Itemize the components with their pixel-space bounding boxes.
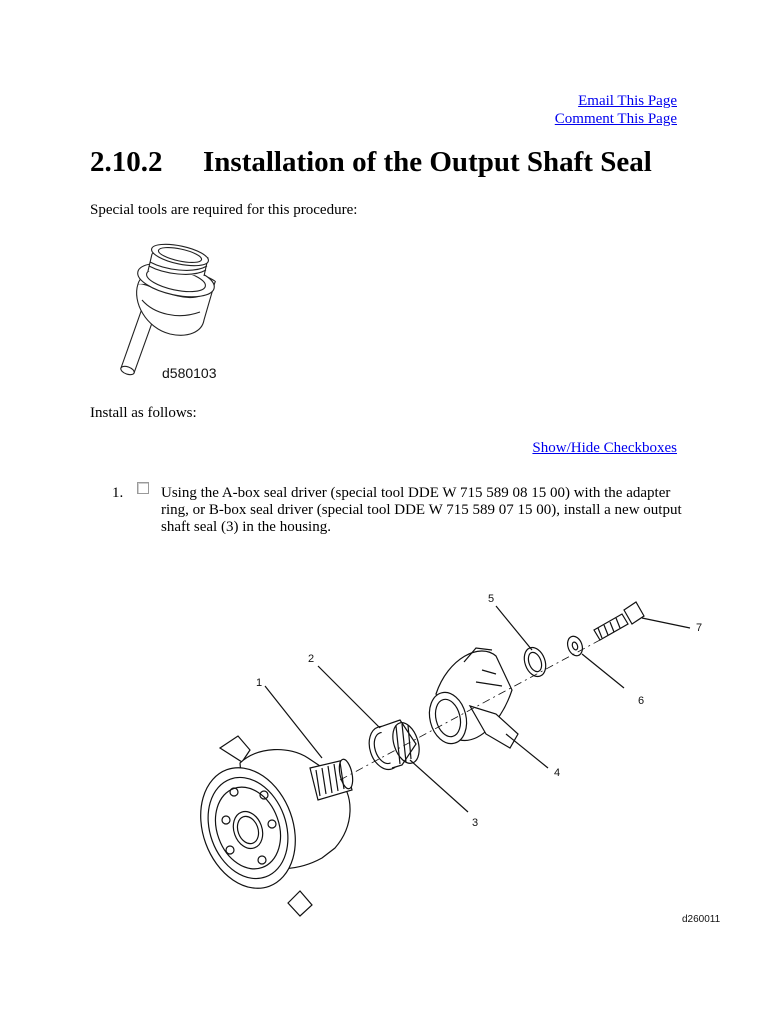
install-text: Install as follows: bbox=[90, 405, 197, 421]
step-text-line-3: shaft seal (3) in the housing. bbox=[161, 519, 331, 535]
output-shaft-assembly-figure bbox=[130, 558, 730, 938]
seal-driver-tool-figure bbox=[108, 240, 238, 385]
intro-text: Special tools are required for this procedure: bbox=[90, 202, 358, 218]
section-title: Installation of the Output Shaft Seal bbox=[203, 146, 652, 178]
tool-figure-label: d580103 bbox=[162, 365, 217, 381]
callout-1: 1 bbox=[256, 677, 263, 689]
callout-3: 3 bbox=[472, 817, 479, 829]
email-page-link[interactable]: Email This Page bbox=[578, 93, 677, 109]
callout-6: 6 bbox=[638, 695, 645, 707]
assembly-figure-label: d260011 bbox=[682, 914, 721, 925]
section-number: 2.10.2 bbox=[90, 146, 163, 178]
page-actions bbox=[555, 92, 677, 128]
step-text-line-1: Using the A-box seal driver (special tool DDE W 715 589 08 15 00) with the adapter bbox=[161, 485, 671, 501]
callout-4: 4 bbox=[554, 767, 561, 779]
step-checkbox[interactable] bbox=[137, 482, 149, 494]
step-number: 1. bbox=[112, 485, 124, 501]
step-text bbox=[161, 485, 692, 536]
checkbox-toggle bbox=[532, 440, 677, 457]
callout-2: 2 bbox=[308, 653, 315, 665]
step-text-line-2: ring, or B-box seal driver (special tool DDE W 715 589 07 15 00), install a new output bbox=[161, 502, 682, 518]
callout-7: 7 bbox=[696, 622, 703, 634]
callout-5: 5 bbox=[488, 593, 495, 605]
comment-page-link[interactable]: Comment This Page bbox=[554, 111, 677, 127]
procedure-step bbox=[112, 485, 692, 536]
page-title bbox=[90, 146, 652, 179]
show-hide-checkboxes-link[interactable]: Show/Hide Checkboxes bbox=[532, 440, 677, 456]
